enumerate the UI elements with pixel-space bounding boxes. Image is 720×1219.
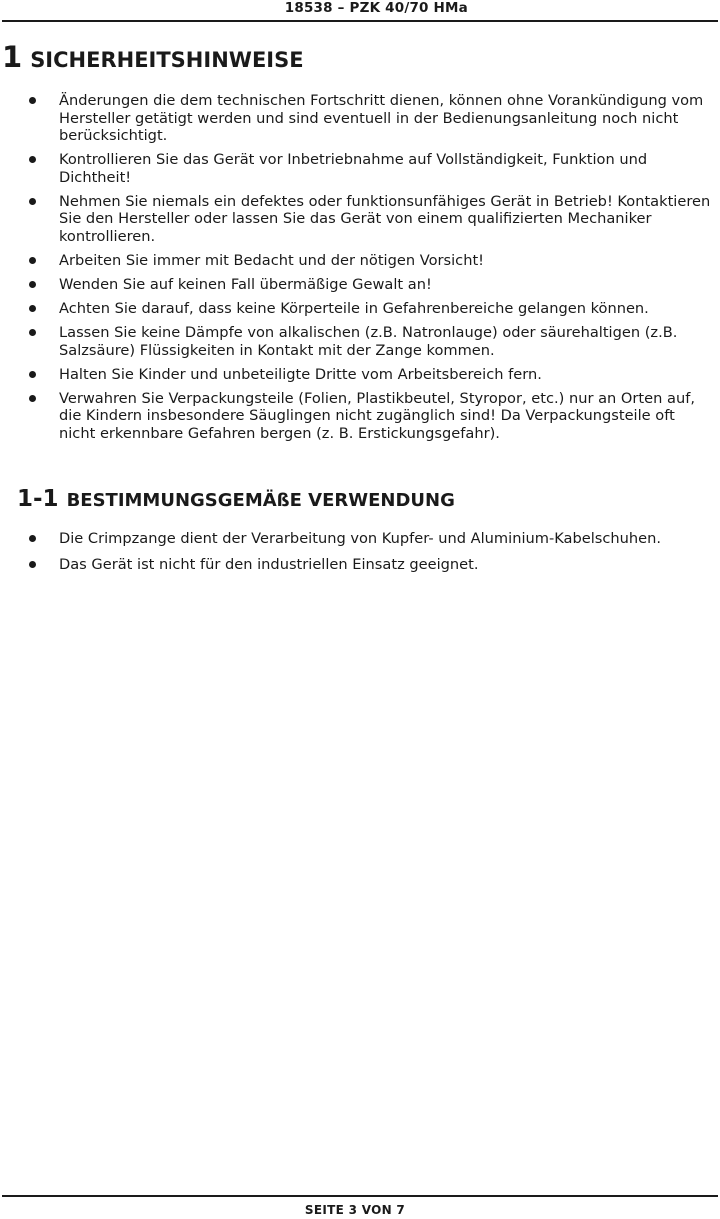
list-item — [0, 556, 718, 574]
list-item — [0, 276, 718, 294]
bullet-icon — [29, 97, 36, 104]
list-item — [0, 530, 718, 548]
bullet-icon — [29, 305, 36, 312]
list-item-text: Nehmen Sie niemals ein defektes oder funktionsunfähiges Gerät in Betrieb! Kontaktieren Sie den Hersteller oder lassen Sie das Gerät von einem qualifizierten Mechaniker kontrollieren. — [59, 192, 711, 245]
bullet-icon — [29, 329, 36, 336]
list-item — [0, 390, 718, 443]
bullet-icon — [29, 371, 36, 378]
section-number: 1 — [2, 40, 23, 74]
list-item — [0, 324, 718, 359]
list-item-text: Wenden Sie auf keinen Fall übermäßige Gewalt an! — [59, 275, 432, 293]
list-item-text: Änderungen die dem technischen Fortschritt dienen, können ohne Vorankündigung vom Hersteller getätigt werden und sind eventuell in der Bedienungsanleitung noch nicht berücksichtigt. — [59, 92, 704, 144]
list-item-text: Das Gerät ist nicht für den industriellen Einsatz geeignet. — [59, 555, 479, 573]
document-header-model: 18538 – PZK 40/70 HMa — [284, 0, 468, 16]
subsection-number: 1-1 — [17, 486, 59, 512]
list-item-text: Lassen Sie keine Dämpfe von alkalischen (z.B. Natronlauge) oder säurehaltigen (z.B. Salzsäure) Flüssigkeiten in Kontakt mit der Zange kommen. — [59, 324, 678, 359]
bullet-icon — [29, 156, 36, 163]
list-item — [0, 92, 718, 145]
subsection-title: BESTIMMUNGSGEMÄßE VERWENDUNG — [66, 490, 455, 511]
intended-use-list — [0, 530, 718, 581]
list-item-text: Arbeiten Sie immer mit Bedacht und der nötigen Vorsicht! — [59, 251, 485, 269]
list-item — [0, 252, 718, 270]
safety-list — [0, 92, 718, 449]
footer-divider — [2, 1195, 718, 1197]
header-divider — [2, 20, 718, 22]
list-item-text: Die Crimpzange dient der Verarbeitung von Kupfer- und Aluminium-Kabelschuhen. — [59, 530, 662, 547]
list-item-text: Verwahren Sie Verpackungsteile (Folien, Plastikbeutel, Styropor, etc.) nur an Orten auf, die Kindern insbesondere Säuglingen nicht zugänglich sind! Da Verpackungsteile oft nicht erkennbare Gefahren bergen (z. B. Erstickungsgefahr). — [59, 389, 695, 442]
bullet-icon — [29, 395, 36, 402]
list-item — [0, 366, 718, 384]
page-number: SEITE 3 VON 7 — [304, 1203, 406, 1217]
list-item-text: Achten Sie darauf, dass keine Körperteile in Gefahrenbereiche gelangen können. — [59, 299, 649, 317]
bullet-icon — [29, 535, 36, 542]
list-item — [0, 151, 718, 186]
list-item-text: Halten Sie Kinder und unbeteiligte Dritte vom Arbeitsbereich fern. — [59, 365, 542, 383]
bullet-icon — [29, 257, 36, 264]
list-item — [0, 193, 718, 246]
list-item-text: Kontrollieren Sie das Gerät vor Inbetriebnahme auf Vollständigkeit, Funktion und Dichtheit! — [59, 151, 648, 186]
section-heading — [2, 37, 304, 78]
bullet-icon — [29, 561, 36, 568]
section-title: SICHERHEITSHINWEISE — [30, 48, 304, 72]
bullet-icon — [29, 198, 36, 205]
subsection-heading — [17, 484, 455, 516]
bullet-icon — [29, 281, 36, 288]
list-item — [0, 300, 718, 318]
